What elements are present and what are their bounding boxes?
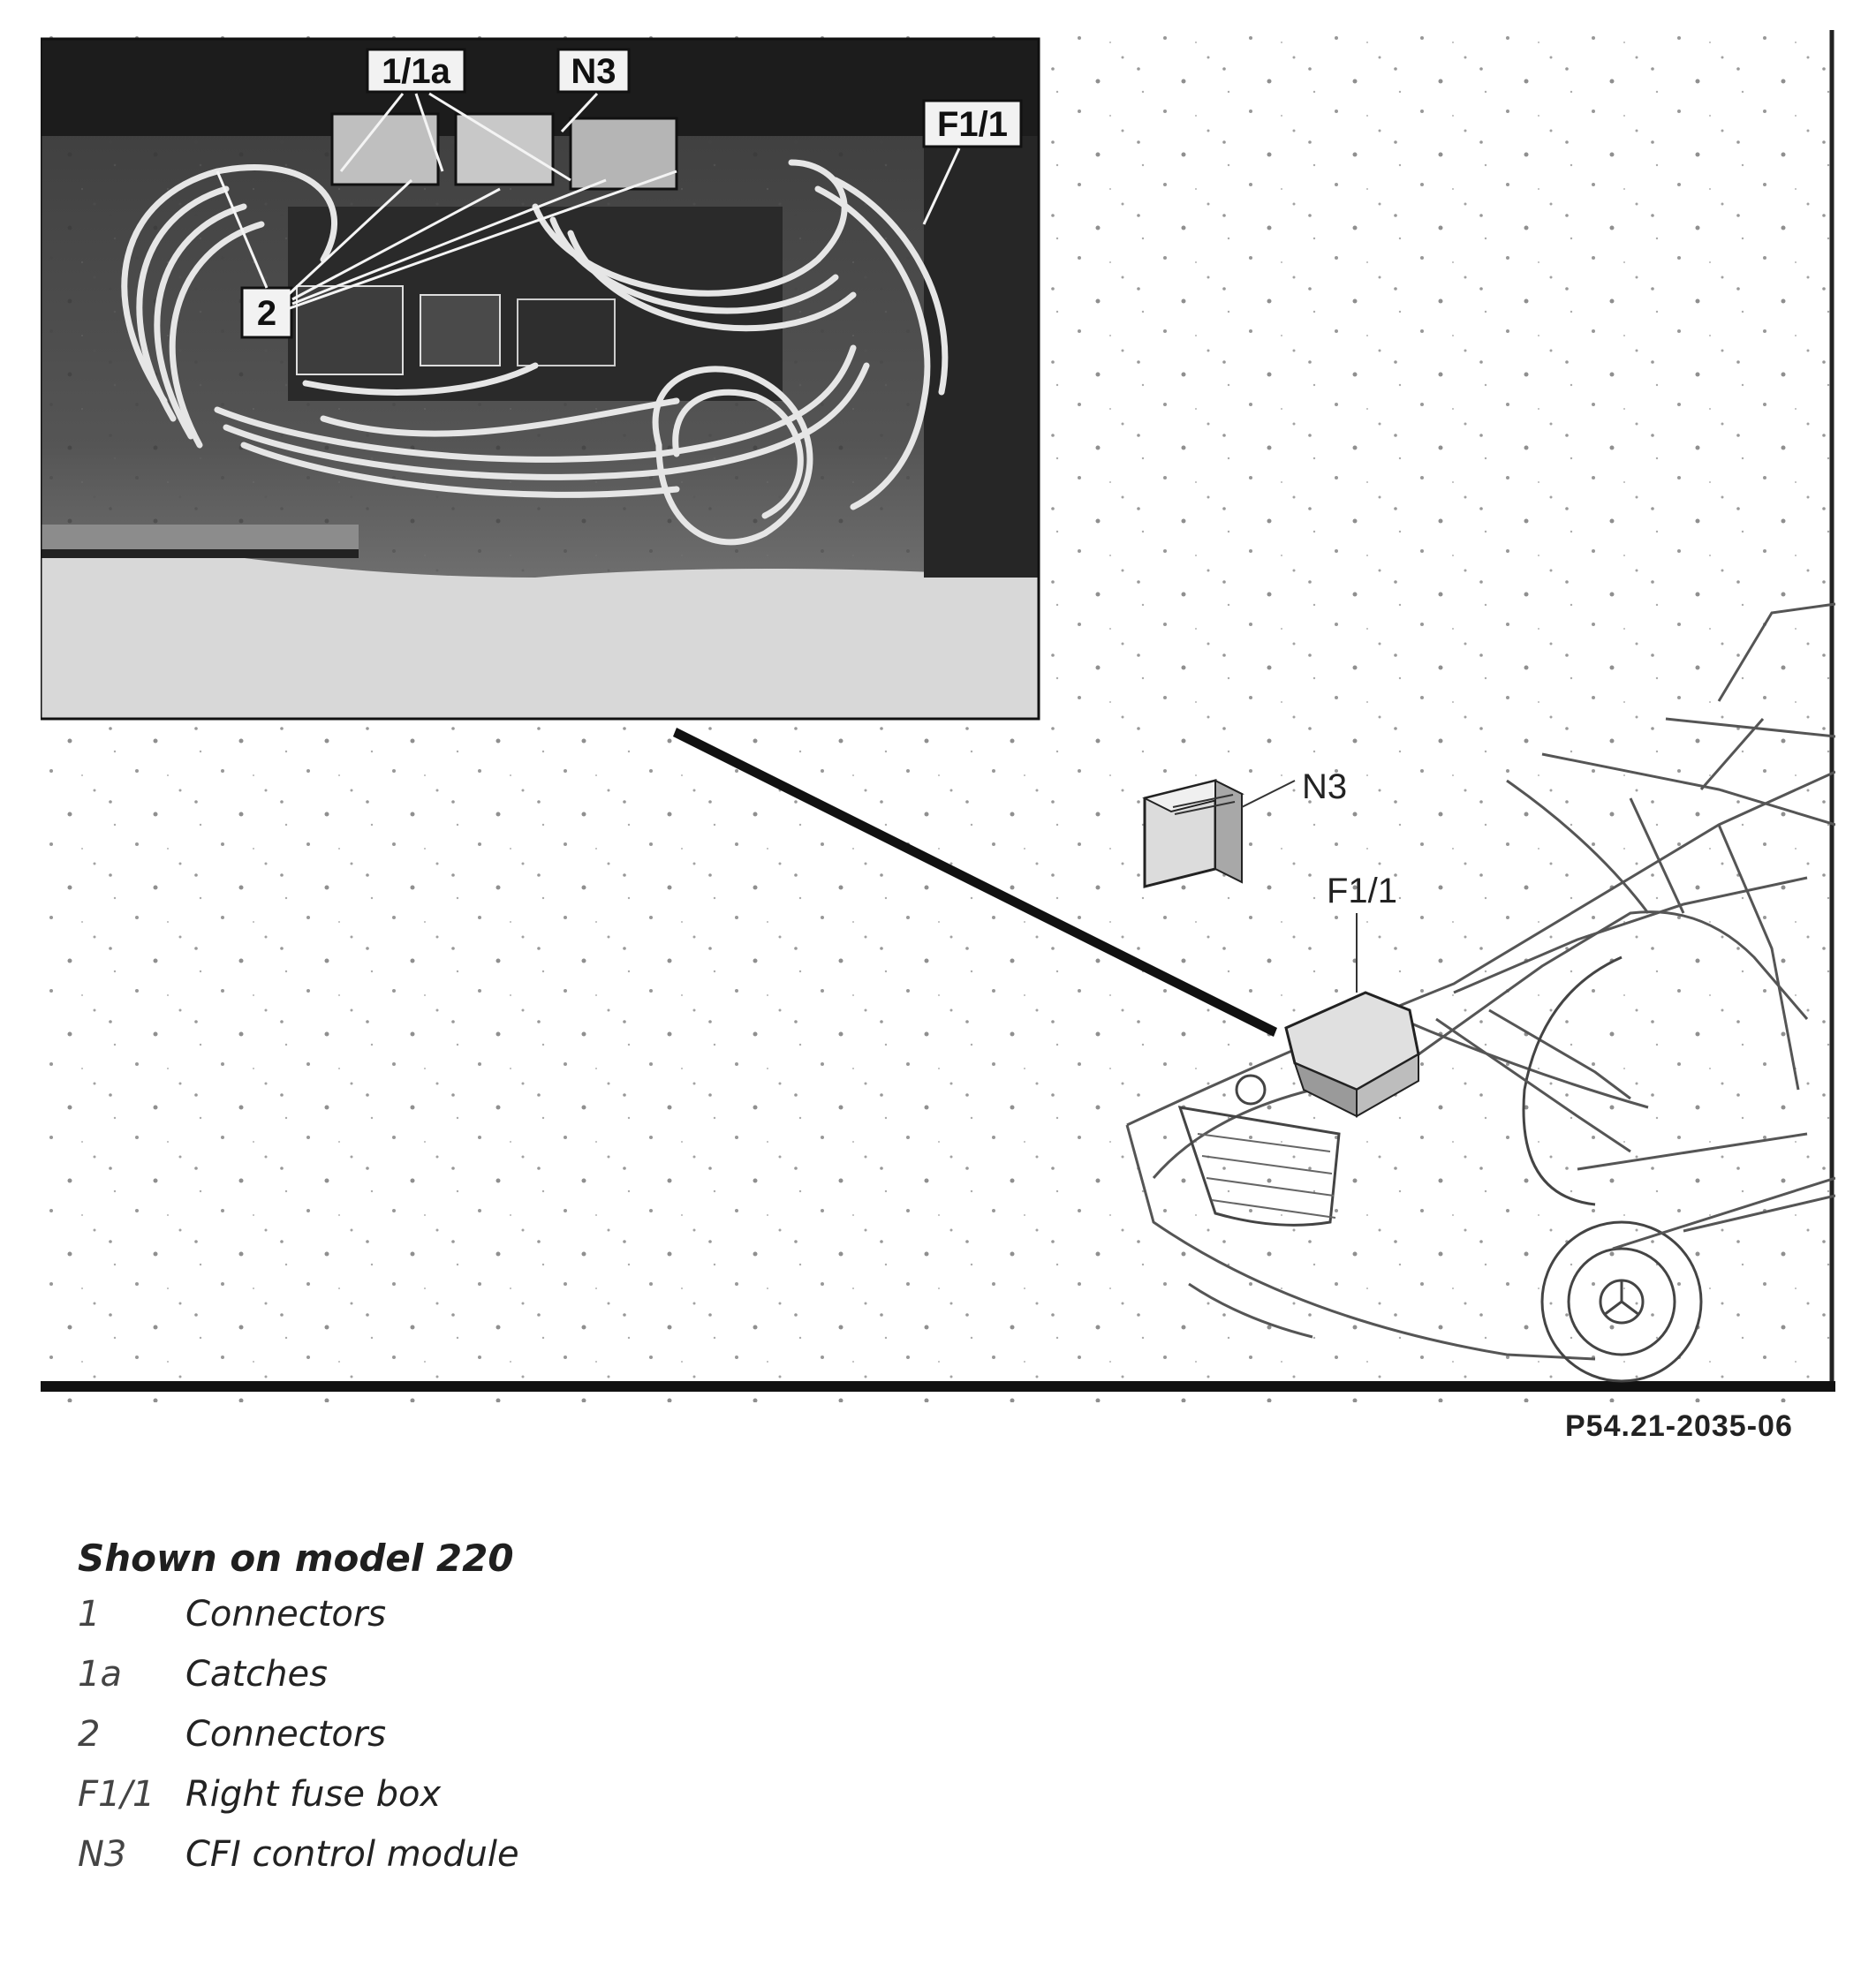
photo-callout-1-1a: 1/1a <box>382 52 450 91</box>
legend-label: Connectors <box>185 1594 387 1635</box>
legend <box>78 1537 519 1894</box>
legend-key: N3 <box>78 1834 127 1875</box>
inset-photo <box>41 39 1039 719</box>
photo-callout-f1-1: F1/1 <box>936 105 1009 144</box>
legend-item <box>78 1774 519 1834</box>
diagram-figure <box>41 30 1835 1402</box>
legend-key: 1a <box>78 1654 122 1695</box>
legend-key: 2 <box>78 1714 101 1755</box>
figure-code: P54.21-2035-06 <box>1565 1409 1793 1443</box>
photo-callout-n3: N3 <box>571 52 617 91</box>
legend-item <box>78 1714 519 1774</box>
legend-title: Shown on model 220 <box>78 1537 514 1580</box>
legend-label: Right fuse box <box>185 1774 442 1815</box>
legend-item <box>78 1594 519 1654</box>
drawing-callout-n3: N3 <box>1302 767 1348 806</box>
legend-key: 1 <box>78 1594 101 1635</box>
legend-label: Connectors <box>185 1714 387 1755</box>
legend-item <box>78 1654 519 1714</box>
legend-label: Catches <box>185 1654 328 1695</box>
legend-key: F1/1 <box>78 1774 155 1815</box>
control-module-drawing <box>1145 781 1242 887</box>
legend-label: CFI control module <box>185 1834 519 1875</box>
photo-callout-2: 2 <box>256 294 277 333</box>
legend-item <box>78 1834 519 1894</box>
figure-bottom-rule <box>41 1381 1835 1392</box>
drawing-callout-f1-1: F1/1 <box>1327 872 1398 910</box>
